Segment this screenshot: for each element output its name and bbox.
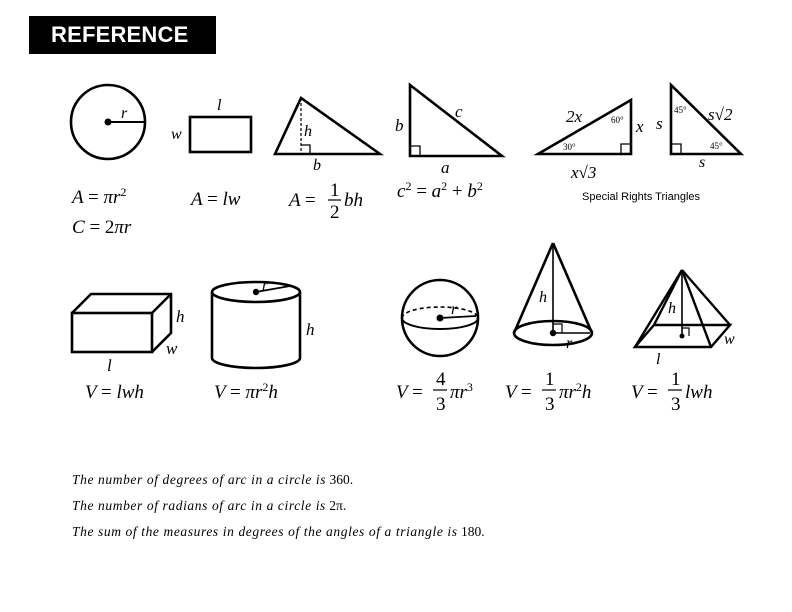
formula-cylinder-volume: $V = \pi r^2h$: [214, 380, 278, 403]
pyth-a-label: a: [441, 158, 450, 177]
triangle-b-label: b: [313, 157, 321, 174]
triangle-30-60-90: [538, 100, 644, 182]
svg-text:πr3: $\pi r^3$: [450, 380, 473, 403]
svg-text:2: 2: [330, 202, 340, 223]
formulas-row-2-left: [85, 380, 278, 403]
reference-header: REFERENCE: [29, 16, 216, 54]
svg-text:bh: bh: [344, 190, 363, 211]
svg-text:V =: V =: [631, 382, 658, 403]
svg-text:lwh: lwh: [685, 382, 713, 403]
t3060-60-label: 60°: [611, 115, 624, 125]
svg-text:3: 3: [436, 394, 446, 415]
sphere-figure: [402, 280, 478, 356]
circle-r-label: r: [121, 105, 128, 122]
svg-text:1: 1: [545, 369, 555, 390]
rectangle-figure: [171, 97, 251, 152]
facts-list: [72, 470, 752, 548]
formula-pythagorean: $c^2 = a^2 + b^2$: [397, 179, 483, 202]
svg-text:πr2h: $\pi r^2h$: [559, 380, 592, 403]
t3060-base-label: x√3: [571, 163, 597, 182]
formulas-row-2-right: [396, 369, 712, 415]
triangle-figure: [275, 98, 380, 174]
formula-circle-area: $A = \pi r^2$: [72, 185, 127, 208]
formulas-row-1: [70, 179, 483, 238]
formula-rect-area: A = lw: [191, 189, 241, 210]
formula-triangle-area: [287, 180, 363, 223]
svg-text:1: 1: [671, 369, 681, 390]
svg-text:V =: V =: [505, 382, 532, 403]
right-triangle-figure: [395, 85, 502, 177]
pyramid-w-label: w: [724, 331, 735, 348]
svg-text:V =: V =: [396, 382, 423, 403]
t45-s-bottom-label: s: [699, 154, 706, 171]
t3060-30-label: 30°: [563, 142, 576, 152]
cyl-h-label: h: [306, 320, 315, 339]
fact-radians-circle: The number of radians of arc in a circle is 2π.: [72, 498, 347, 513]
cylinder-figure: [212, 277, 315, 368]
rect-l-label: l: [217, 97, 222, 114]
cyl-r-label: r: [262, 277, 269, 294]
t3060-x-label: x: [636, 117, 644, 136]
pyth-b-label: b: [395, 116, 404, 135]
pyth-c-label: c: [455, 102, 463, 121]
t45-right-label: 45°: [710, 141, 723, 151]
cone-r-label: r: [566, 335, 573, 352]
box-h-label: h: [176, 307, 185, 326]
rectangular-box-figure: [72, 294, 185, 375]
svg-text:4: 4: [436, 369, 446, 390]
formula-circle-circumference: C = 2πr: [72, 217, 132, 238]
svg-text:1: 1: [330, 180, 340, 201]
pyramid-figure: [635, 270, 735, 368]
formula-cone-volume: [505, 369, 591, 415]
special-triangles-caption: Special Rights Triangles: [582, 191, 701, 203]
triangle-h-label: h: [304, 123, 312, 140]
fact-degrees-circle: The number of degrees of arc in a circle is 360.: [72, 472, 354, 487]
fact-triangle-angles: The sum of the measures in degrees of the angles of a triangle is 180.: [72, 524, 485, 539]
circle-figure: [71, 85, 145, 159]
svg-text:A =: A =: [289, 190, 316, 211]
t45-s-left-label: s: [656, 114, 663, 133]
t45-hyp-label: s√2: [708, 105, 733, 124]
formula-pyramid-volume: [631, 369, 712, 415]
t45-top-label: 45°: [674, 105, 687, 115]
svg-text:3: 3: [671, 394, 681, 415]
rect-w-label: w: [171, 126, 182, 143]
svg-text:3: 3: [545, 394, 555, 415]
cone-figure: [514, 243, 592, 352]
box-l-label: l: [107, 356, 112, 375]
triangle-45-45-90: [656, 85, 741, 171]
formula-box-volume: V = lwh: [85, 382, 144, 403]
pyramid-h-label: h: [668, 300, 676, 317]
formula-sphere-volume: [396, 369, 473, 415]
cone-h-label: h: [539, 289, 547, 306]
pyramid-l-label: l: [656, 351, 661, 368]
t3060-hyp-label: 2x: [566, 107, 583, 126]
box-w-label: w: [166, 339, 178, 358]
sphere-r-label: r: [451, 301, 458, 318]
